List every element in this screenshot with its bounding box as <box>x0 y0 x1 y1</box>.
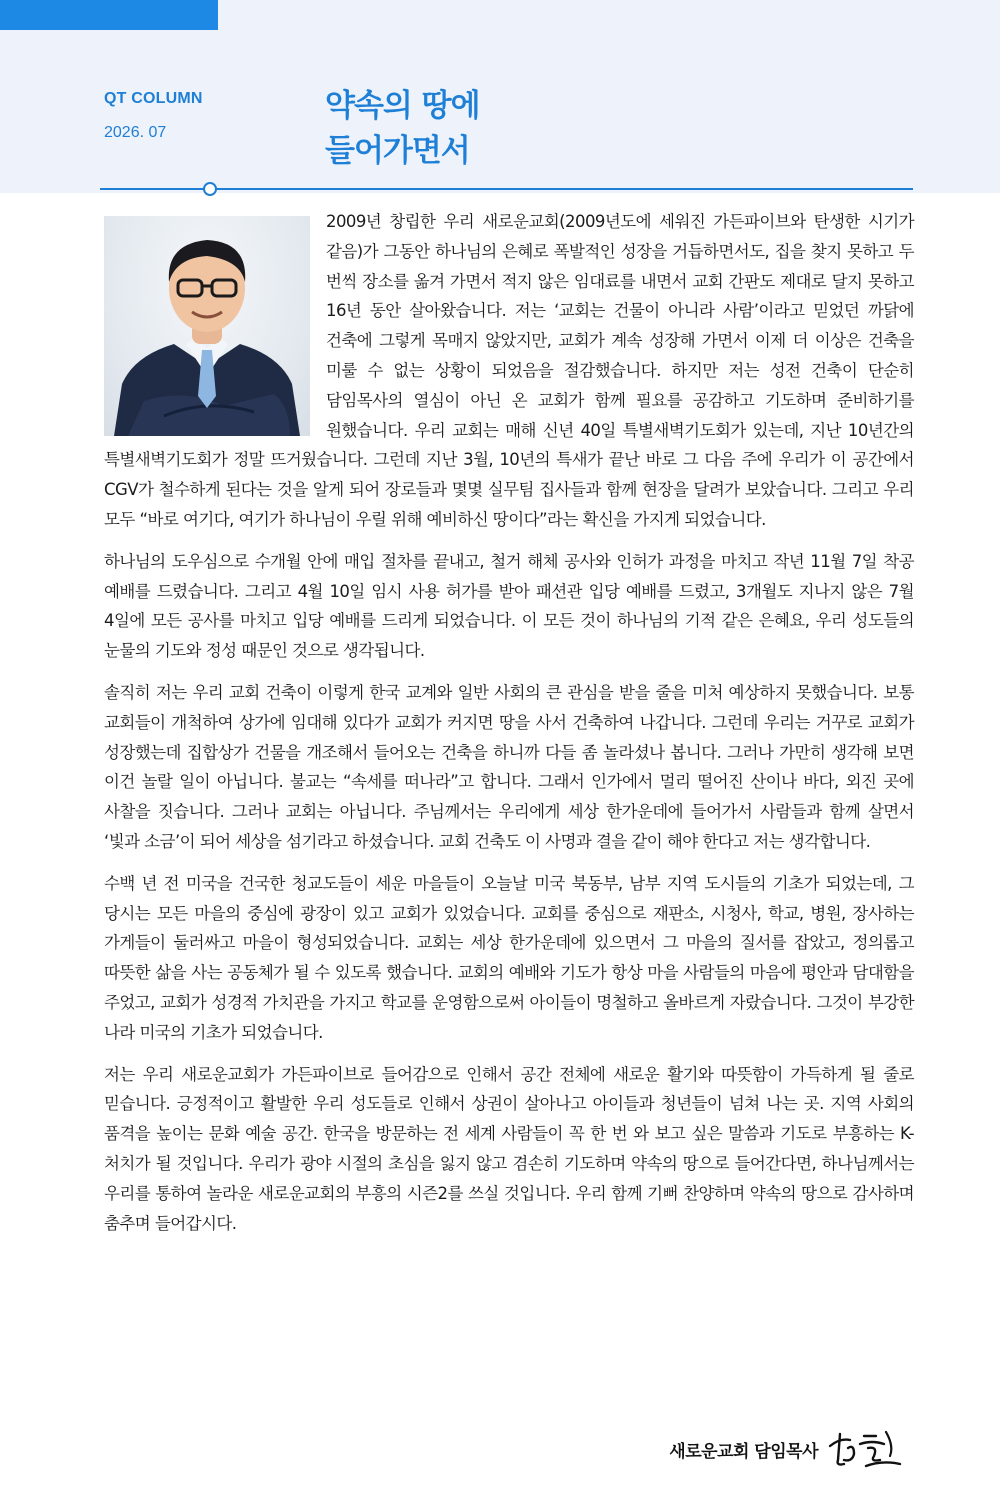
article-paragraph-1: 2009년 창립한 우리 새로운교회(2009년도에 세워진 가든파이브와 탄생한 시기가 같음)가 그동안 하나님의 은혜로 폭발적인 성장을 거듭하면서도, 집을 찾지 못하고 두 번씩 장소를 옮겨 가면서 적지 않은 임대료를 내면서 교회 간판도 제대로 달지 못하고 16년 동안 살아왔습니다. 저는 ‘교회는 건물이 아니라 사람’이라고 믿었던 까닭에 건축에 그렇게 목매지 않았지만, 교회가 계속 성장해 가면서 이제 더 이상은 건축을 미룰 수 없는 상황이 되었음을 절감했습니다. 하지만 저는 성전 건축이 단순히 담임목사의 열심이 아닌 온 교회가 함께 필요를 공감하고 기도하며 준비하기를 원했습니다. 우리 교회는 매해 신년 40일 특별새벽기도회가 있는데, 지난 10년간의 특별새벽기도회가 정말 뜨거웠습니다. 그런데 지난 3월, 10년의 특새가 끝난 바로 그 다음 주에 우리가 이 공간에서 CGV가 철수하게 된다는 것을 알게 되어 장로들과 몇몇 실무팀 집사들과 함께 현장을 달려가 보았습니다. 그리고 우리 모두 “바로 여기다, 여기가 하나님이 우릴 위해 예비하신 땅이다”라는 확신을 가지게 되었습니다. <box>104 212 914 529</box>
signature-text: 새로운교회 담임목사 <box>669 1441 818 1462</box>
column-label: QT COLUMN <box>104 90 203 107</box>
top-accent-bar <box>0 0 218 30</box>
handwritten-signature-icon <box>824 1426 908 1472</box>
title-line-2: 들어가면서 <box>325 133 470 169</box>
article-paragraph-3: 솔직히 저는 우리 교회 건축이 이렇게 한국 교계와 일반 사회의 큰 관심을 받을 줄을 미처 예상하지 못했습니다. 보통 교회들이 개척하여 상가에 임대해 있다가 교회가 커지면 땅을 사서 건축하여 나갑니다. 그런데 우리는 거꾸로 교회가 성장했는데 집합상가 건물을 개조해서 들어오는 건축을 하니까 다들 좀 놀라셨나 봅니다. 그러나 가만히 생각해 보면 이건 놀랄 일이 아닙니다. 불교는 “속세를 떠나라”고 합니다. 그래서 인가에서 멀리 떨어진 산이나 바다, 외진 곳에 사찰을 짓습니다. 그러나 교회는 아닙니다. 주님께서는 우리에게 세상 한가운데에 들어가서 사람들과 함께 살면서 ‘빛과 소금’이 되어 세상을 섬기라고 하셨습니다. 교회 건축도 이 사명과 결을 같이 해야 한다고 저는 생각합니다. <box>104 682 914 851</box>
photo-spacer <box>104 207 326 439</box>
divider-dot <box>203 182 217 196</box>
article-paragraph-2: 하나님의 도우심으로 수개월 안에 매입 절차를 끝내고, 철거 해체 공사와 인허가 과정을 마치고 작년 11월 7일 착공 예배를 드렸습니다. 그리고 4월 10일 임시 사용 허가를 받아 패션관 입당 예배를 드렸고, 3개월도 지나지 않은 7월 4일에 모든 공사를 마치고 입당 예배를 드리게 되었습니다. 이 모든 것이 하나님의 기적 같은 은혜요, 우리 성도들의 눈물의 기도와 정성 때문인 것으로 생각됩니다. <box>104 551 914 661</box>
article-paragraph-4: 수백 년 전 미국을 건국한 청교도들이 세운 마을들이 오늘날 미국 북동부, 남부 지역 도시들의 기초가 되었는데, 그 당시는 모든 마을의 중심에 광장이 있고 교회가 있었습니다. 교회를 중심으로 재판소, 시청사, 학교, 병원, 장사하는 가게들이 둘러싸고 마을이 형성되었습니다. 교회는 세상 한가운데에 있으면서 그 마을의 질서를 잡았고, 정의롭고 따뜻한 삶을 사는 공동체가 될 수 있도록 했습니다. 교회의 예배와 기도가 항상 마을 사람들의 마음에 평안과 담대함을 주었고, 교회가 성경적 가치관을 가지고 학교를 운영함으로써 아이들이 명철하고 올바르게 자랐습니다. 그것이 부강한 나라 미국의 기초가 되었습니다. <box>104 873 914 1042</box>
page-title <box>325 84 885 174</box>
column-date: 2026. 07 <box>104 124 167 141</box>
title-line-1: 약속의 땅에 <box>325 88 480 124</box>
signature-block <box>669 1426 908 1472</box>
header-divider <box>100 188 913 190</box>
article-body <box>104 207 914 1250</box>
article-paragraph-5: 저는 우리 새로운교회가 가든파이브로 들어감으로 인해서 공간 전체에 새로운 활기와 따뜻함이 가득하게 될 줄로 믿습니다. 긍정적이고 활발한 우리 성도들로 인해서 상권이 살아나고 아이들과 청년들이 넘쳐 나는 곳. 지역 사회의 품격을 높이는 문화 예술 공간. 한국을 방문하는 전 세계 사람들이 꼭 한 번 와 보고 싶은 말씀과 기도로 부흥하는 K-처치가 될 것입니다. 우리가 광야 시절의 초심을 잃지 않고 겸손히 기도하며 약속의 땅으로 들어간다면, 하나님께서는 우리를 통하여 놀라운 새로운교회의 부흥의 시즌2를 쓰실 것입니다. 우리 함께 기뻐 찬양하며 약속의 땅으로 감사하며 춤추며 들어갑시다. <box>104 1064 914 1233</box>
